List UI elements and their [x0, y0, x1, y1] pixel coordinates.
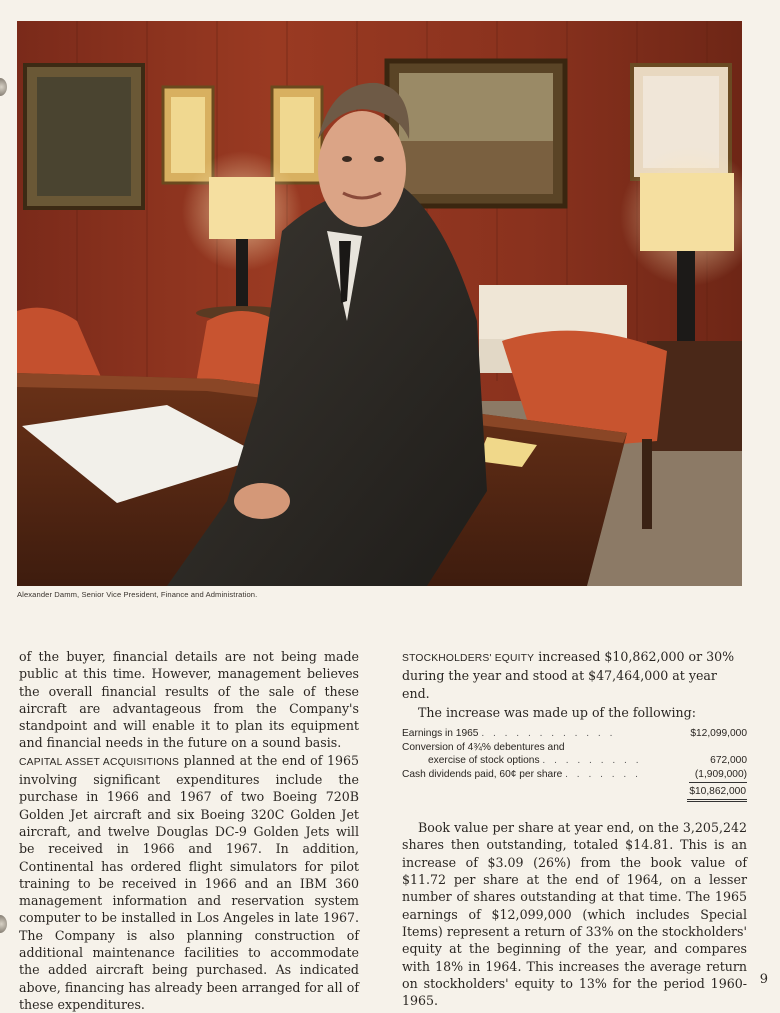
- table-row: [402, 741, 747, 755]
- row-label: Conversion of 4¾% debentures and: [402, 741, 565, 753]
- total-amount: $10,862,000: [687, 785, 747, 803]
- stockholders-equity-heading: STOCKHOLDERS' EQUITY: [402, 653, 535, 664]
- equity-change-table: [402, 727, 747, 802]
- table-total-row: [402, 785, 747, 803]
- row-label: Cash dividends paid, 60¢ per share: [402, 768, 563, 780]
- row-amount: 672,000: [710, 755, 747, 767]
- page-number: 9: [759, 972, 768, 987]
- capital-acquisitions-paragraph: [19, 752, 359, 1013]
- stockholders-equity-body: increased $10,862,000 or 30% during the year and stood at $47,464,000 at year end.: [402, 649, 735, 701]
- executive-office-photo: [17, 21, 742, 586]
- photo-caption: Alexander Damm, Senior Vice President, Finance and Administration.: [17, 590, 258, 599]
- capital-acquisitions-heading: CAPITAL ASSET ACQUISITIONS: [19, 756, 180, 768]
- increase-intro: The increase was made up of the following:: [418, 704, 696, 720]
- row-amount: [741, 741, 747, 755]
- row-label: exercise of stock options: [428, 755, 540, 767]
- leader-dots: . . . . . . . . .: [542, 755, 642, 767]
- table-row: [402, 754, 747, 768]
- table-row: [402, 727, 747, 741]
- right-text-column: [402, 648, 747, 1009]
- stockholders-equity-paragraph: [402, 648, 747, 702]
- book-value-paragraph: Book value per share at year end, on the 3,205,242 shares then outstanding, totaled $14.81. This is an increase of $3.09 (26%) from the book value of $11.72 per share at the end of 1964, on a lesser number of shares outstanding at that time. The 1965 earnings of $12,099,000 (which includes Special Items) represent a return of 33% on the stockholders' equity at the beginning of the year, and compares with 18% in 1964. This increases the average return on stockholders' equity to 13% for the period 1960-1965.: [402, 820, 747, 1009]
- left-text-column: [19, 648, 359, 1013]
- punch-hole-top: [0, 78, 7, 96]
- capital-acquisitions-body: planned at the end of 1965 involving significant expenditures include the purchase in 1966 and 1967 of two Boeing 720B Golden Jet aircraft and six Boeing 320C Golden Jet aircraft, and twelve Douglas DC-9 Golden Jets will be received in 1966 and 1967. In addition, Continental has ordered flight simulators for pilot training to be received in 1966 and an IBM 360 management information and reservation system computer to be installed in Los Angeles in late 1967. The Company is also planning construction of additional maintenance facilities to accommodate the added aircraft being purchased. As indicated above, financing has already been arranged for all of these expenditures.: [19, 752, 360, 1012]
- sale-paragraph: of the buyer, financial details are not being made public at this time. However, management believes the overall financial results of the sale of these aircraft are advantageous from the Company's standpoint and will enable it to plan its equipment and financial needs in the future on a sound basis.: [19, 649, 359, 751]
- row-label: Earnings in 1965: [402, 728, 479, 740]
- leader-dots: . . . . . . .: [565, 768, 641, 780]
- row-amount: $12,099,000: [690, 728, 747, 740]
- punch-hole-bottom: [0, 915, 7, 933]
- table-row: [402, 768, 747, 783]
- leader-dots: . . . . . . . . . . . .: [481, 728, 616, 740]
- row-amount: (1,909,000): [689, 768, 747, 783]
